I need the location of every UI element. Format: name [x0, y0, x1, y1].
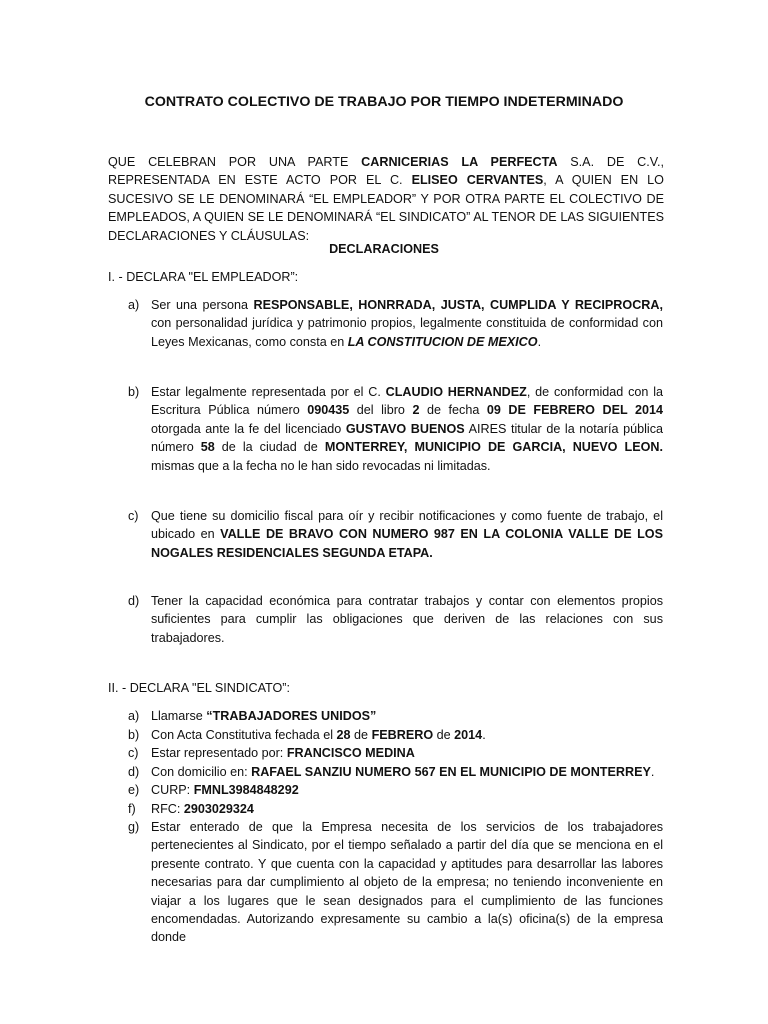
item-body: Estar enterado de que la Empresa necesita de los servicios de los trabajadores pertenecientes al Sindicato, por el tiempo señalado a partir del día que se menciona en el presente contrato. Y que cuenta con la capacidad y aptitudes para desarrollar las labores necesarias para dar cumplimiento al objeto de la empresa; no teniendo inconveniente en viajar a los lugares que le sean designados para el cumplimiento de las funciones encomendadas. Autorizando expresamente su cambio a la(s) oficina(s) de la empresa donde — [151, 820, 663, 945]
list-item — [128, 726, 663, 744]
item-marker: e) — [128, 783, 140, 797]
item-body: RFC: 2903029324 — [151, 801, 254, 816]
item-marker: d) — [128, 764, 140, 779]
list-item — [128, 296, 663, 351]
list-item — [128, 818, 663, 947]
list-item — [128, 707, 663, 725]
item-body: Ser una persona RESPONSABLE, HONRRADA, JUSTA, CUMPLIDA Y RECIPROCRA, con personalidad jurídica y patrimonio propios, legalmente constituida de conformidad con Leyes Mexicanas, como consta en LA CONSTITUCION DE MEXICO. — [151, 298, 663, 349]
list-item — [128, 763, 663, 781]
item-body: Que tiene su domicilio fiscal para oír y recibir notificaciones y como fuente de trabajo, el ubicado en VALLE DE BRAVO CON NUMERO 987 EN LA COLONIA VALLE DE LOS NOGALES RESIDENCIALES SEGUNDA ETAPA. — [151, 509, 663, 560]
item-body: Tener la capacidad económica para contratar trabajos y contar con elementos propios suficientes para cumplir las obligaciones que deriven de las relaciones con sus trabajadores. — [151, 594, 663, 645]
list-item — [128, 800, 663, 818]
list-item — [128, 781, 663, 799]
intro-text: S.A. DE C.V., REPRESENTADA EN ESTE ACTO POR EL C. — [108, 155, 664, 188]
item-body: Estar legalmente representada por el C. CLAUDIO HERNANDEZ, de conformidad con la Escritura Pública número 090435 del libro 2 de fecha 09 DE FEBRERO DEL 2014 otorgada ante la fe del licenciado GUSTAVO BUENOS AIRES titular de la notaría pública número 58 de la ciudad de MONTERREY, MUNICIPIO DE GARCIA, NUEVO LEON. mismas que a la fecha no le han sido revocadas ni limitadas. — [151, 385, 663, 473]
section-2-heading: II. - DECLARA "EL SINDICATO”: — [108, 681, 290, 695]
declaraciones-heading: DECLARACIONES — [329, 242, 439, 256]
item-marker: b) — [128, 385, 140, 399]
list-item — [128, 383, 663, 475]
item-marker: d) — [128, 594, 140, 608]
representative-name: ELISEO CERVANTES — [411, 173, 544, 188]
item-body: Con Acta Constitutiva fechada el 28 de FEBRERO de 2014. — [151, 727, 486, 742]
intro-paragraph — [108, 153, 664, 245]
item-marker: a) — [128, 709, 140, 723]
list-item — [128, 592, 663, 647]
item-body: CURP: FMNL3984848292 — [151, 783, 299, 797]
item-body: Con domicilio en: RAFAEL SANZIU NUMERO 567 EN EL MUNICIPIO DE MONTERREY. — [151, 764, 655, 779]
item-marker: a) — [128, 298, 140, 312]
list-item — [128, 507, 663, 562]
list-item — [128, 744, 663, 762]
item-marker: c) — [128, 509, 139, 523]
item-marker: b) — [128, 727, 140, 742]
item-body: Estar representado por: FRANCISCO MEDINA — [151, 746, 415, 760]
company-name: CARNICERIAS LA PERFECTA — [361, 155, 558, 169]
item-marker: f) — [128, 801, 136, 816]
intro-text: QUE CELEBRAN POR UNA PARTE — [108, 155, 362, 169]
intro-text: , A QUIEN EN LO SUCESIVO SE LE DENOMINARÁ “EL EMPLEADOR” Y POR OTRA PARTE EL COLECTIVO DE EMPLEADOS, A QUIEN SE LE DENOMINARÁ “EL SINDICATO” AL TENOR DE LAS SIGUIENTES DECLARACIONES Y CLÁUSULAS: — [108, 173, 664, 243]
document-title: CONTRATO COLECTIVO DE TRABAJO POR TIEMPO INDETERMINADO — [144, 94, 624, 110]
item-marker: c) — [128, 746, 139, 760]
item-marker: g) — [128, 820, 140, 834]
item-body: Llamarse “TRABAJADORES UNIDOS” — [151, 709, 377, 723]
section-1-heading: I. - DECLARA "EL EMPLEADOR”: — [108, 270, 299, 284]
